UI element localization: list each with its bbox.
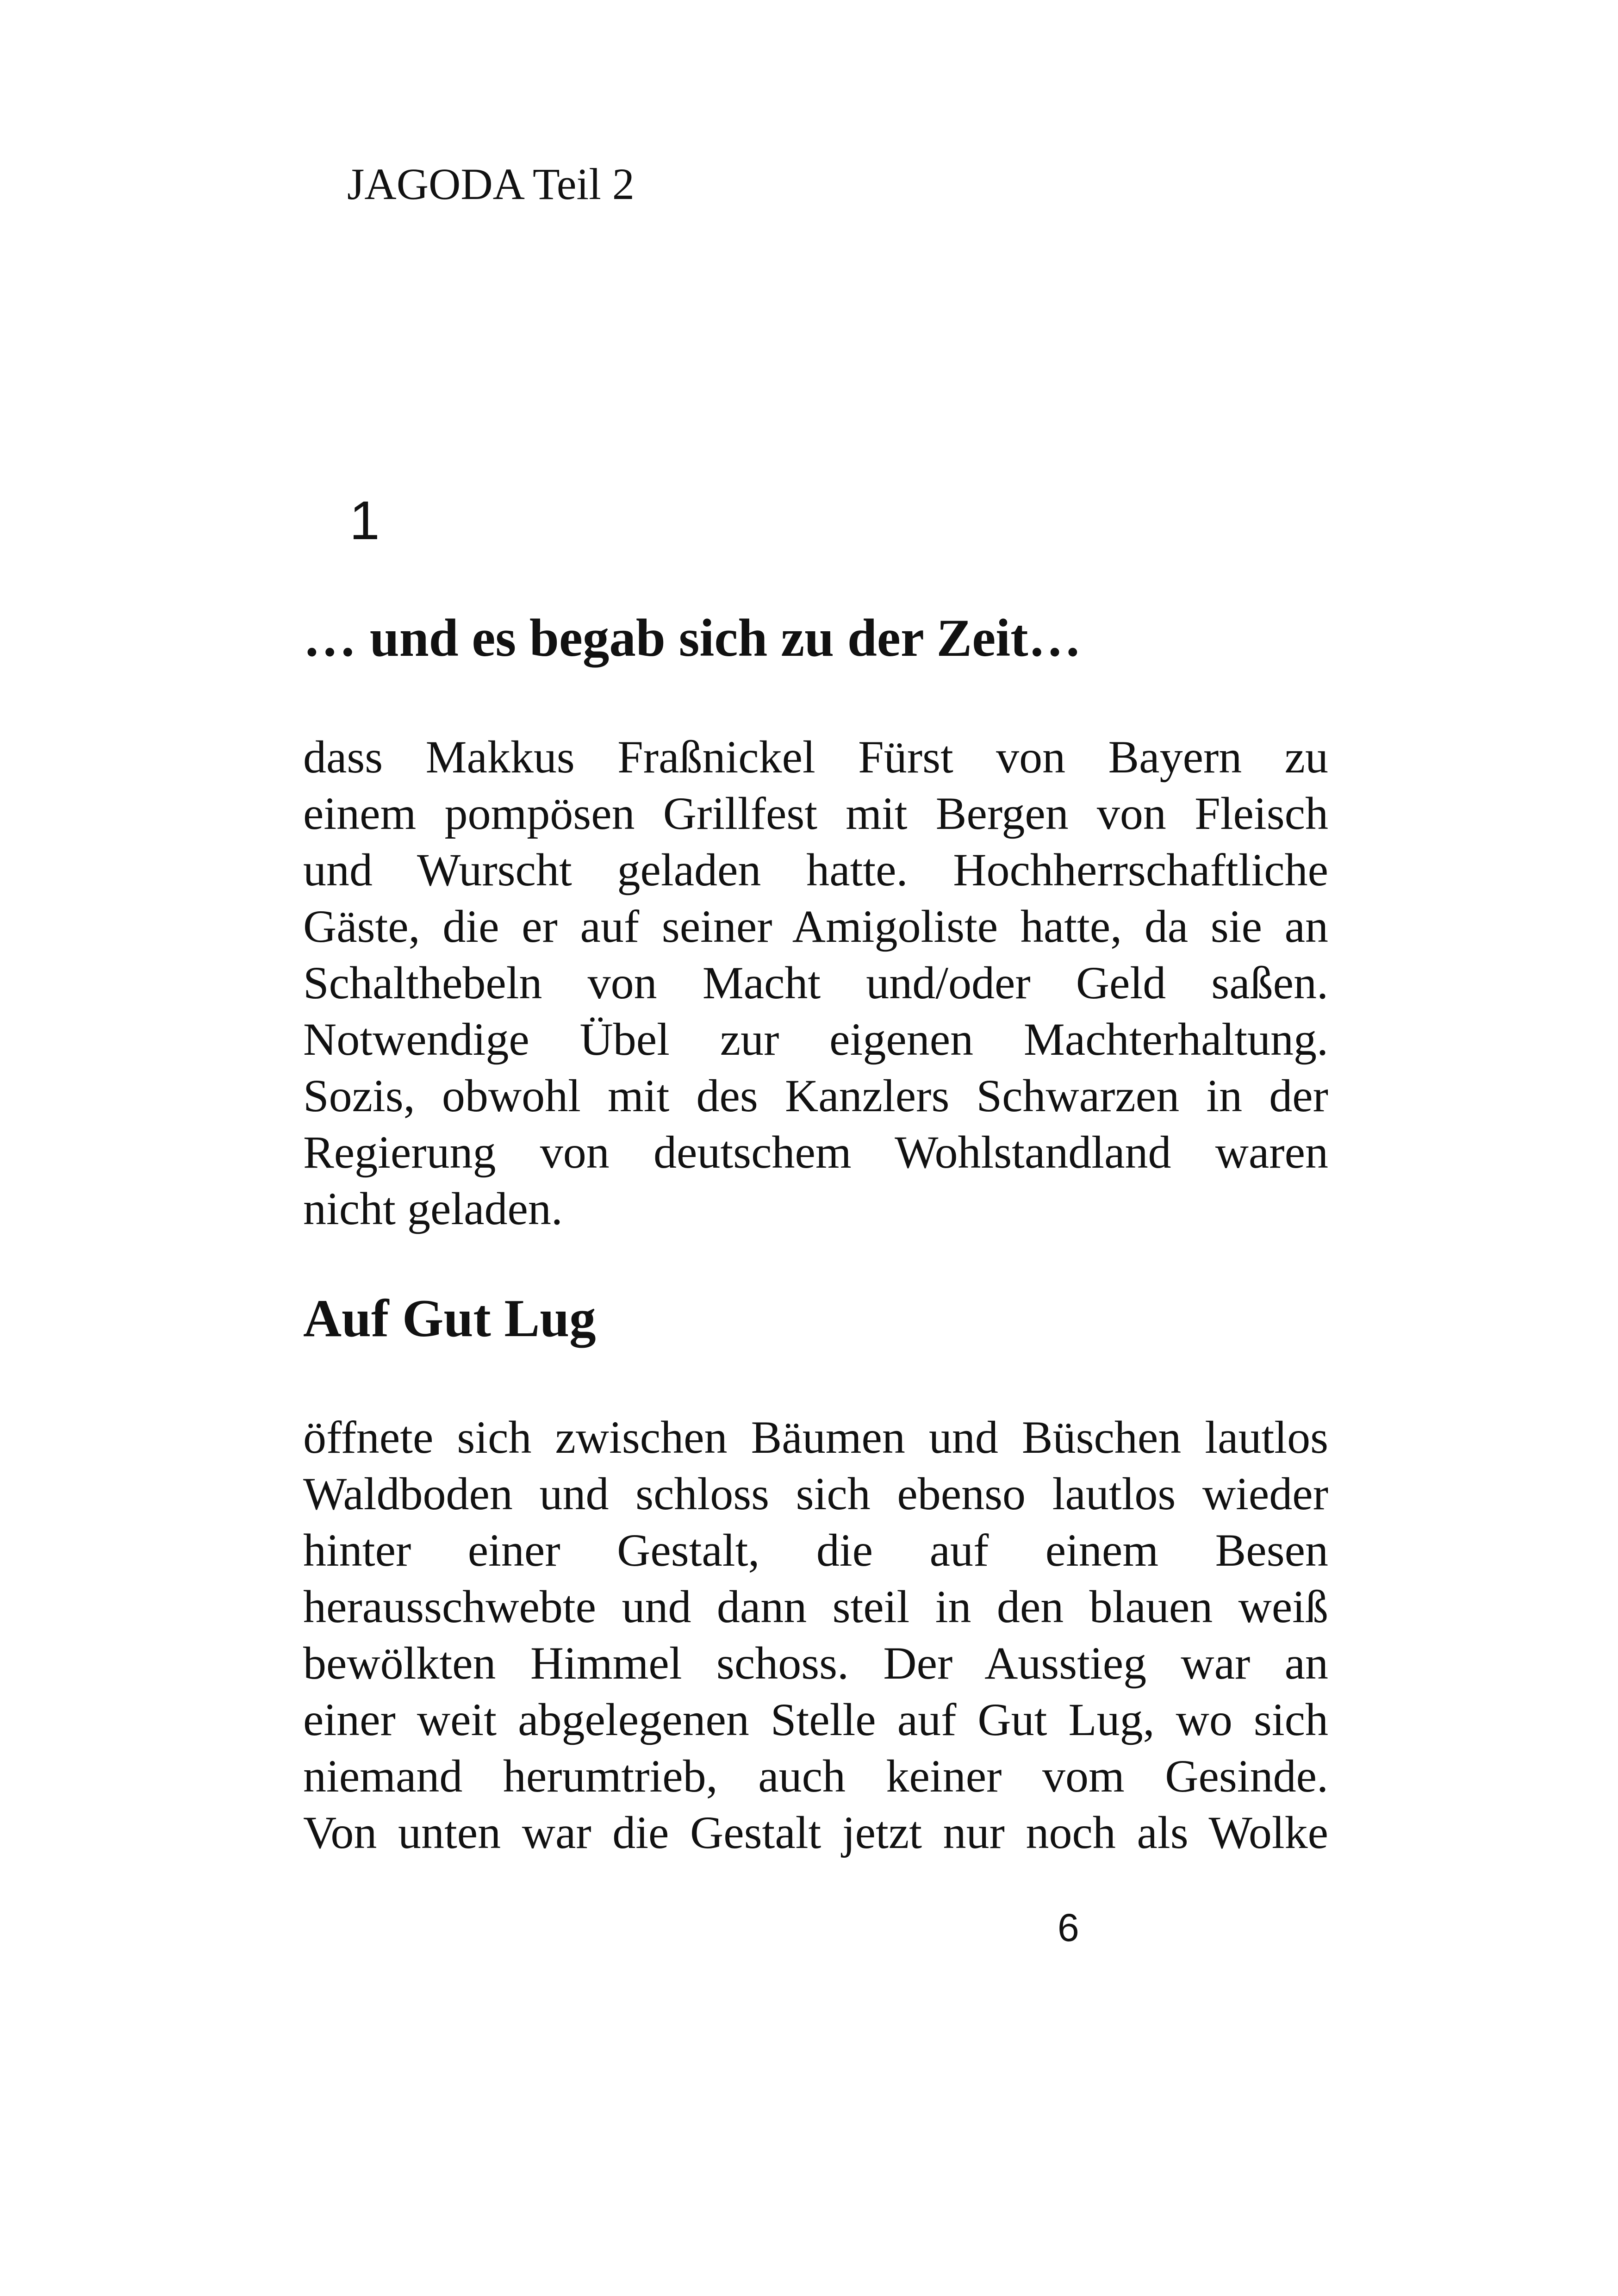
text-line: einer weit abgelegenen Stelle auf Gut Lug, wo sich — [303, 1694, 1328, 1745]
text-line: herausschwebte und dann steil in den blauen weiß — [303, 1581, 1328, 1632]
text-line: Gäste, die er auf seiner Amigoliste hatte, da sie an — [303, 901, 1328, 952]
text-line: und Wurscht geladen hatte. Hochherrschaftliche — [303, 844, 1328, 896]
chapter-number: 1 — [349, 490, 380, 551]
text-line: Schalthebeln von Macht und/oder Geld saßen. — [303, 957, 1328, 1008]
text-line: niemand herumtrieb, auch keiner vom Gesinde. — [303, 1750, 1328, 1802]
text-line: einem pompösen Grillfest mit Bergen von Fleisch — [303, 788, 1328, 839]
text-line: Notwendige Übel zur eigenen Machterhaltung. — [303, 1014, 1328, 1065]
section-heading-1: … und es begab sich zu der Zeit… — [303, 609, 1082, 667]
text-line: Waldboden und schloss sich ebenso lautlos wieder — [303, 1468, 1328, 1519]
paragraph-1 — [303, 729, 1328, 1237]
text-line: öffnete sich zwischen Bäumen und Büschen lautlos — [303, 1412, 1328, 1463]
paragraph-2 — [303, 1409, 1328, 1861]
section-heading-2: Auf Gut Lug — [303, 1289, 596, 1348]
running-header: JAGODA Teil 2 — [347, 159, 635, 209]
text-line: Regierung von deutschem Wohlstandland waren — [303, 1126, 1328, 1178]
text-line: Von unten war die Gestalt jetzt nur noch als Wolke — [303, 1807, 1328, 1858]
text-line: hinter einer Gestalt, die auf einem Besen — [303, 1524, 1328, 1576]
page-number: 6 — [1058, 1906, 1079, 1949]
text-line: bewölkten Himmel schoss. Der Ausstieg war an — [303, 1637, 1328, 1689]
text-line: nicht geladen. — [303, 1183, 563, 1234]
text-line: Sozis, obwohl mit des Kanzlers Schwarzen in der — [303, 1070, 1328, 1121]
text-line: dass Makkus Fraßnickel Fürst von Bayern zu — [303, 731, 1328, 783]
